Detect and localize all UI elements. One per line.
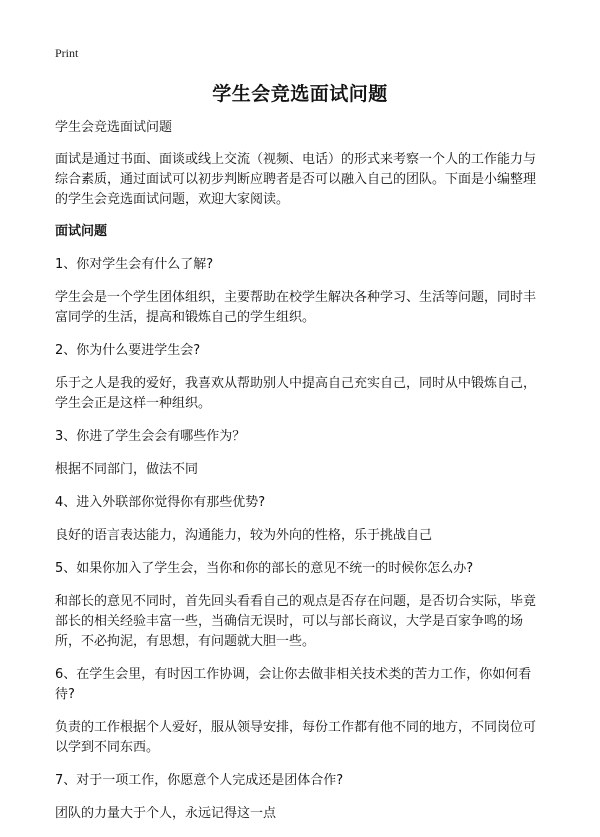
section-heading: 面试问题 — [55, 224, 108, 239]
question-5: 5、如果你加入了学生会，当你和你的部长的意见不统一的时候你怎么办? — [55, 561, 474, 576]
answer-3: 根据不同部门，做法不同 — [55, 462, 199, 477]
answer-7: 团队的力量大于个人，永远记得这一点 — [55, 806, 277, 821]
answer-4: 良好的语言表达能力，沟通能力，较为外向的性格，乐于挑战自己 — [55, 528, 433, 543]
answer-2: 乐于之人是我的爱好，我喜欢从帮助别人中提高自己充实自己，同时从中锻炼自己，学生会正是这样一种组织。 — [55, 376, 537, 411]
question-6: 6、在学生会里，有时因工作协调，会让你去做非相关技术类的苦力工作，你如何看待? — [55, 667, 532, 702]
answer-6: 负责的工作根据个人爱好，服从领导安排，每份工作都有他不同的地方，不同岗位可以学到不同东西。 — [55, 720, 537, 755]
question-1: 1、你对学生会有什么了解? — [55, 257, 214, 272]
print-link[interactable]: Print — [55, 46, 79, 60]
answer-1: 学生会是一个学生团体组织，主要帮助在校学生解决各种学习、生活等问题，同时丰富同学的生活，提高和锻炼自己的学生组织。 — [55, 290, 537, 325]
question-4: 4、进入外联部你觉得你有那些优势? — [55, 495, 266, 510]
question-2: 2、你为什么要进学生会? — [55, 343, 201, 358]
document-subtitle: 学生会竞选面试问题 — [55, 120, 173, 135]
intro-paragraph: 面试是通过书面、面谈或线上交流（视频、电话）的形式来考察一个人的工作能力与综合素质，通过面试可以初步判断应聘者是否可以融入自己的团队。下面是小编整理的学生会竞选面试问题，欢迎大家阅读。 — [55, 152, 537, 207]
page-title: 学生会竞选面试问题 — [212, 83, 388, 105]
question-3: 3、你进了学生会会有哪些作为？ — [55, 429, 246, 444]
question-7: 7、对于一项工作，你愿意个人完成还是团体合作? — [55, 773, 344, 788]
answer-5: 和部长的意见不同时，首先回头看看自己的观点是否存在问题，是否切合实际，毕竟部长的相关经验丰富一些，当确信无误时，可以与部长商议，大学是百家争鸣的场所，不必拘泥，有思想，有问题就大胆一些。 — [55, 594, 537, 649]
document-body — [55, 118, 547, 837]
